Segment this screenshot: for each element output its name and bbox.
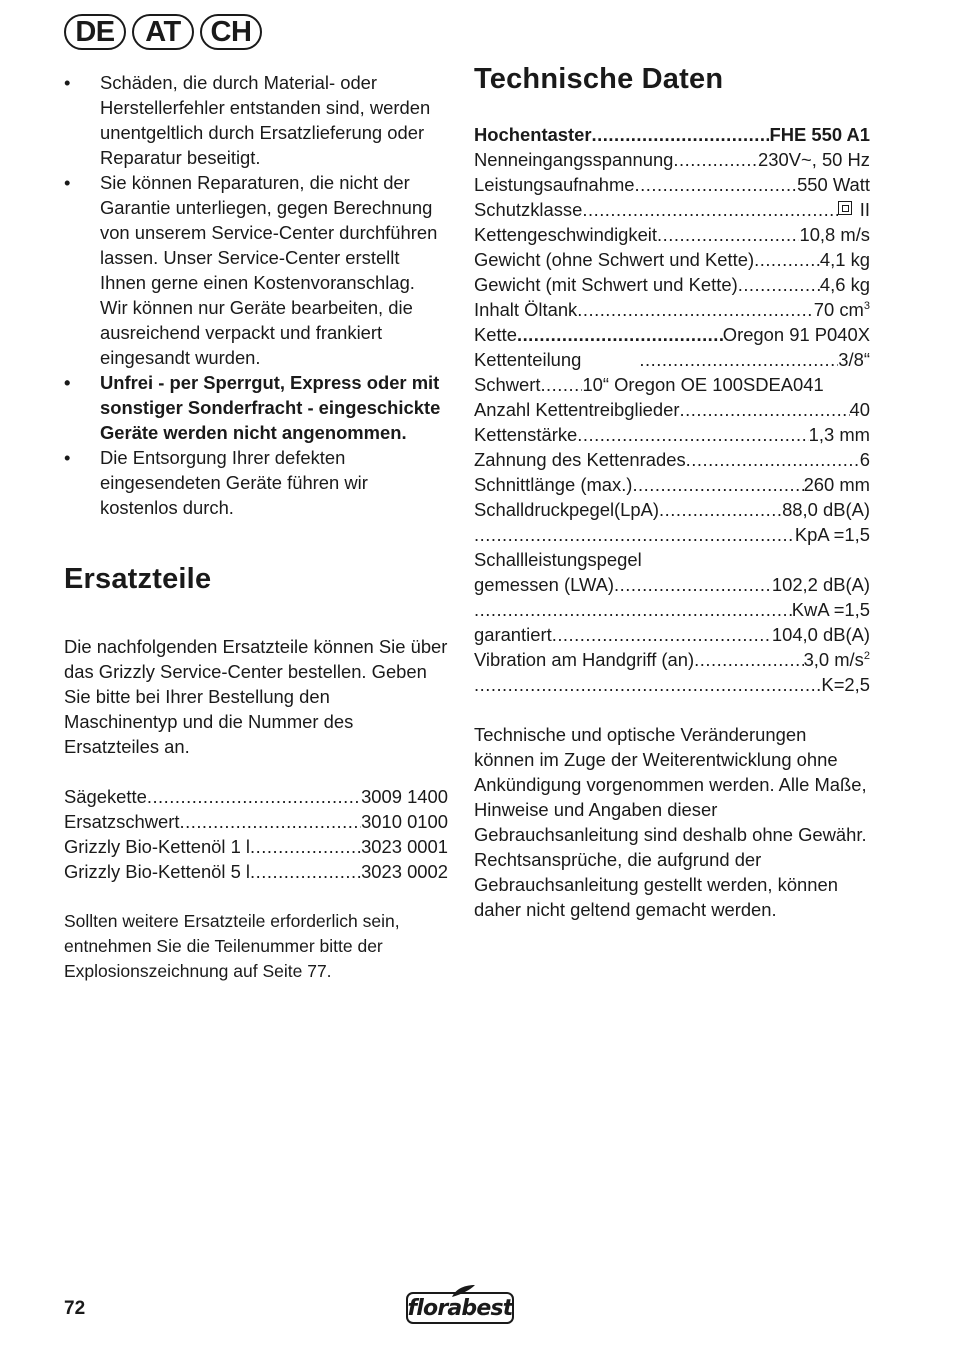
spec-row: Schutzklasse ..... II xyxy=(474,197,870,222)
spec-list xyxy=(474,122,870,697)
spec-row: Schwert ..... 10“ Oregon OE 100SDEA041 xyxy=(474,372,870,397)
spec-row: Zahnung des Kettenrades ..... 6 xyxy=(474,447,870,472)
brand-name: florabest xyxy=(406,1292,514,1324)
spec-row: ..... KwA =1,5 xyxy=(474,597,870,622)
spec-row: Anzahl Kettentreibglieder ..... 40 xyxy=(474,397,870,422)
spec-row: Nenneingangsspannung ..... 230V~, 50 Hz xyxy=(474,147,870,172)
list-item: • Die Entsorgung Ihrer defekten eingesendeten Geräte führen wir kostenlos durch. xyxy=(64,445,448,520)
badge-ch: CH xyxy=(200,14,262,50)
part-row: Sägekette ..... 3009 1400 xyxy=(64,784,448,809)
spec-row: ..... KpA =1,5 xyxy=(474,522,870,547)
list-item: • Sie können Reparaturen, die nicht der Garantie unterliegen, gegen Berechnung von unserem Service-Center durchführen lassen. Unser Service-Center erstellt Ihnen gerne einen Kostenvoranschlag. Wir können nur Geräte bearbeiten, die ausreichend verpackt und frankiert eingesandt wurden. xyxy=(64,170,448,370)
florabest-logo xyxy=(406,1284,516,1326)
part-row: Ersatzschwert ..... 3010 0100 xyxy=(64,809,448,834)
badge-de: DE xyxy=(64,14,126,50)
spec-row: Inhalt Öltank ..... 70 $cm^3$ xyxy=(474,297,870,322)
spec-row: Kettenteilung ..... 3/8“ xyxy=(474,347,870,372)
spec-row: Gewicht (ohne Schwert und Kette) ..... 4,1 kg xyxy=(474,247,870,272)
spec-row: ..... K=2,5 xyxy=(474,672,870,697)
ersatzteile-note: Sollten weitere Ersatzteile erforderlich sein, entnehmen Sie die Teilenummer bitte der Explosionszeichnung auf Seite 77. xyxy=(64,911,400,981)
protection-class-ii-icon xyxy=(838,201,852,215)
spec-row: Schalldruckpegel(LpA) ..... 88,0 dB(A) xyxy=(474,497,870,522)
spec-row: Hochentaster ..... FHE 550 A1 xyxy=(474,122,870,147)
country-badges xyxy=(64,14,262,50)
spec-row: Schnittlänge (max.) ..... 260 mm xyxy=(474,472,870,497)
list-item: • Schäden, die durch Material- oder Herstellerfehler entstanden sind, werden unentgeltlich durch Ersatzlieferung oder Reparatur beseitigt. xyxy=(64,70,448,170)
warranty-list xyxy=(64,70,448,520)
parts-list xyxy=(64,784,448,884)
spec-row: Leistungsaufnahme ..... 550 Watt xyxy=(474,172,870,197)
left-column xyxy=(64,70,448,984)
right-column xyxy=(474,58,870,922)
part-row: Grizzly Bio-Kettenöl 1 l ..... 3023 0001 xyxy=(64,834,448,859)
spec-row: garantiert ..... 104,0 dB(A) xyxy=(474,622,870,647)
page-number: 72 xyxy=(64,1298,86,1319)
ersatzteile-intro: Die nachfolgenden Ersatzteile können Sie über das Grizzly Service-Center bestellen. Geben Sie bitte bei Ihrer Bestellung den Maschinentyp und die Nummer des Ersatzteiles an. xyxy=(64,636,448,757)
spec-row: Schallleistungspegel xyxy=(474,549,642,570)
list-item: • Unfrei - per Sperrgut, Express oder mit sonstiger Sonderfracht - eingeschickte Geräte werden nicht angenommen. xyxy=(64,370,448,445)
badge-at: AT xyxy=(132,14,194,50)
spec-row: Kettengeschwindigkeit ..... 10,8 m/s xyxy=(474,222,870,247)
spec-row: gemessen (LWA) ..... 102,2 dB(A) xyxy=(474,572,870,597)
spec-row: Kette ..... Oregon 91 P040X xyxy=(474,322,870,347)
technische-daten-title: Technische Daten xyxy=(474,63,724,95)
ersatzteile-title: Ersatzteile xyxy=(64,563,212,595)
part-row: Grizzly Bio-Kettenöl 5 l ..... 3023 0002 xyxy=(64,859,448,884)
spec-row: Kettenstärke ..... 1,3 mm xyxy=(474,422,870,447)
spec-row: Gewicht (mit Schwert und Kette) ..... 4,6 kg xyxy=(474,272,870,297)
spec-row: Vibration am Handgriff (an) ..... 3,0 $m/s^2$ xyxy=(474,647,870,672)
technische-daten-note: Technische und optische Veränderungen können im Zuge der Weiterentwicklung ohne Ankündigung vorgenommen werden. Alle Maße, Hinweise und Angaben dieser Gebrauchsanleitung sind deshalb ohne Gewähr. Rechtsansprüche, die aufgrund der Gebrauchsanleitung gestellt werden, können daher nicht geltend gemacht werden. xyxy=(474,724,867,920)
